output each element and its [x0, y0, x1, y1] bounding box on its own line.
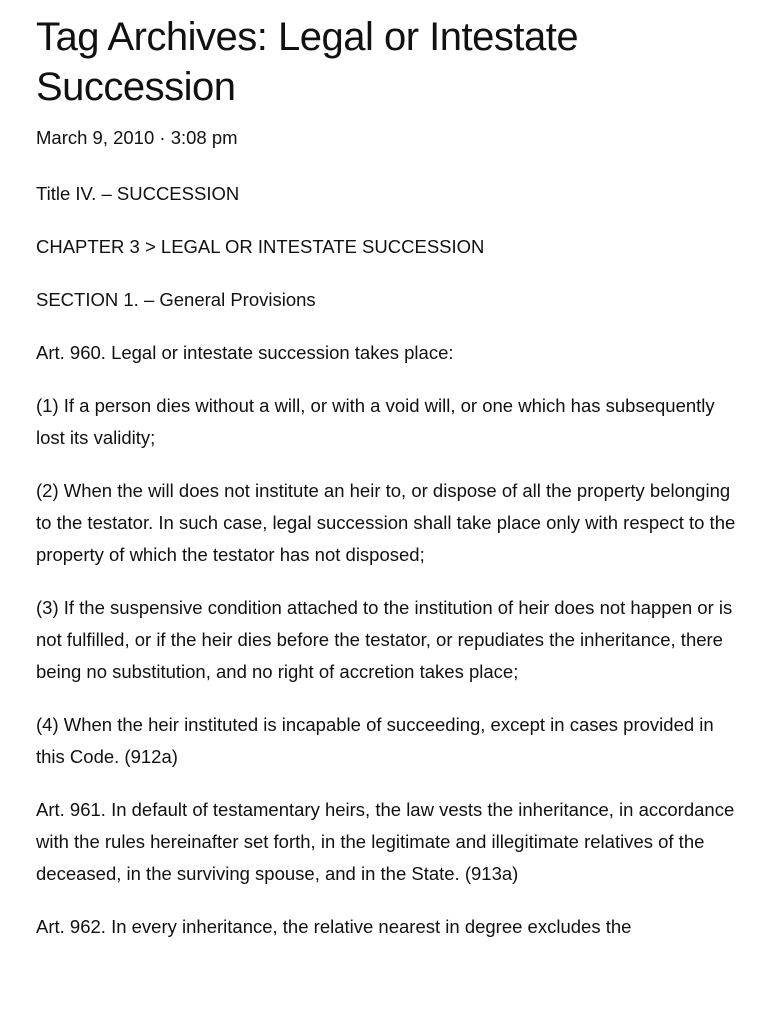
entry-content	[36, 178, 740, 943]
entry-paragraph: SECTION 1. – General Provisions	[36, 289, 316, 310]
page-title: Tag Archives: Legal or Intestate Succession	[36, 15, 579, 109]
entry-paragraph: (2) When the will does not institute an heir to, or dispose of all the property belonging to the testator. In such case, legal succession shall take place only with respect to the property of which the testator has not disposed;	[36, 480, 736, 565]
entry-paragraph: CHAPTER 3 > LEGAL OR INTESTATE SUCCESSION	[36, 236, 485, 257]
entry-paragraph: Title IV. – SUCCESSION	[36, 183, 240, 204]
entry-paragraph: (1) If a person dies without a will, or with a void will, or one which has subsequently lost its validity;	[36, 395, 715, 448]
post-date[interactable]: March 9, 2010 · 3:08 pm	[36, 127, 238, 148]
entry-paragraph: Art. 960. Legal or intestate succession takes place:	[36, 342, 454, 363]
entry-paragraph: Art. 961. In default of testamentary heirs, the law vests the inheritance, in accordance with the rules hereinafter set forth, in the legitimate and illegitimate relatives of the deceased, in the surviving spouse, and in the State. (913a)	[36, 799, 735, 884]
entry-paragraph: Art. 962. In every inheritance, the relative nearest in degree excludes the	[36, 916, 632, 937]
entry-paragraph: (4) When the heir instituted is incapable of succeeding, except in cases provided in this Code. (912a)	[36, 714, 714, 767]
entry-paragraph: (3) If the suspensive condition attached to the institution of heir does not happen or is not fulfilled, or if the heir dies before the testator, or repudiates the inheritance, there being no substitution, and no right of accretion takes place;	[36, 597, 733, 682]
